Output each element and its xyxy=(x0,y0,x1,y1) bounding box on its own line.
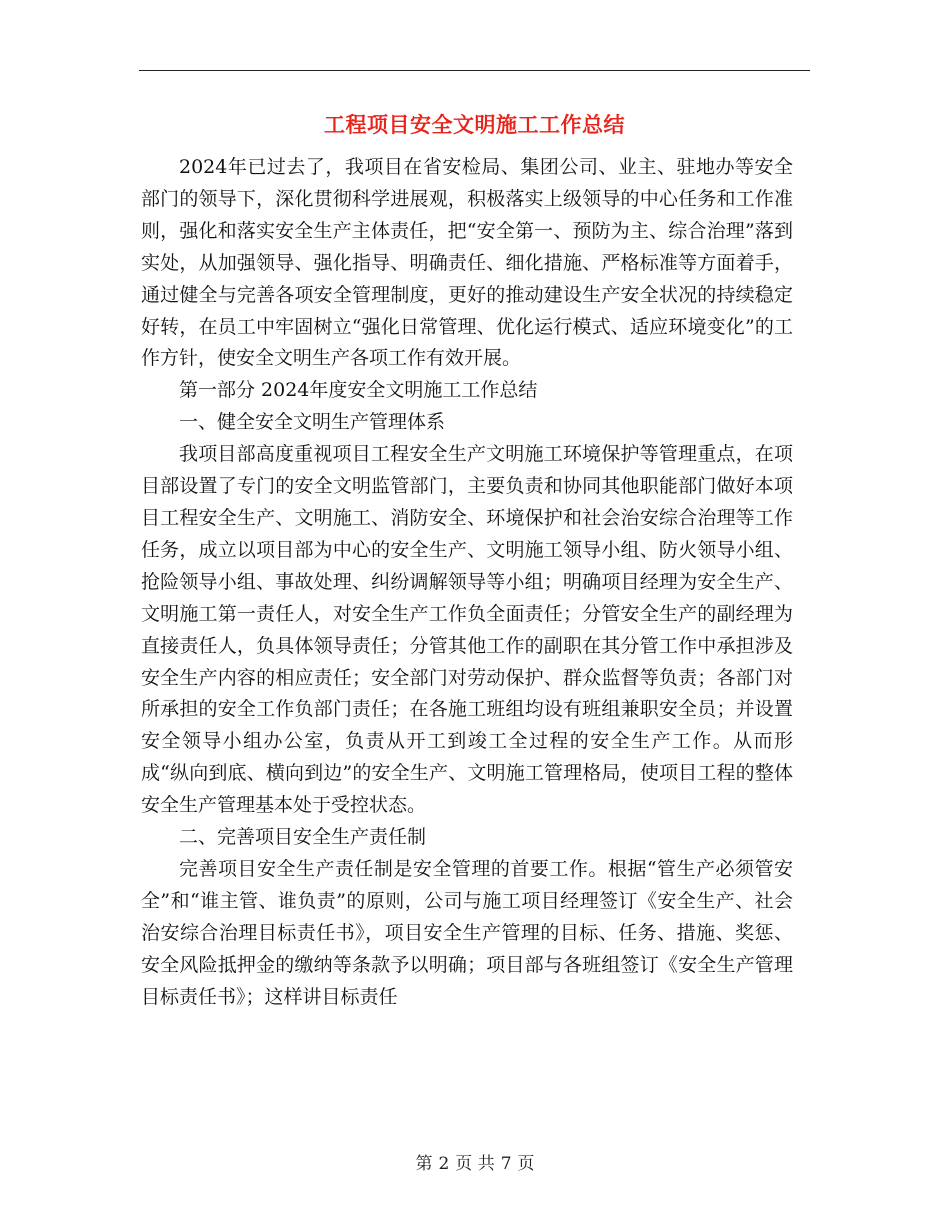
section-heading-part-one: 第一部分 2024年度安全文明施工工作总结 xyxy=(179,379,538,402)
total-page-number: 7 xyxy=(500,1154,512,1174)
page-footer xyxy=(0,1152,950,1176)
current-page-number: 2 xyxy=(438,1154,450,1174)
footer-prefix: 第 xyxy=(415,1154,433,1174)
header-rule xyxy=(139,70,810,71)
document-body xyxy=(141,152,793,1013)
paragraph-intro: 2024年已过去了，我项目在省安检局、集团公司、业主、驻地办等安全部门的领导下，深化贯彻科学进展观，积极落实上级领导的中心任务和工作准则，强化和落实安全生产主体责任，把“安全第一、预防为主、综合治理”落到实处，从加强领导、强化指导、明确责任、细化措施、严格标准等方面着手，通过健全与完善各项安全管理制度，更好的推动建设生产安全状况的持续稳定好转，在员工中牢固树立“强化日常管理、优化运行模式、适应环境变化”的工作方针，使安全文明生产各项工作有效开展。 xyxy=(141,156,793,370)
section-heading-2: 二、完善项目安全生产责任制 xyxy=(179,826,427,849)
paragraph-responsibility: 完善项目安全生产责任制是安全管理的首要工作。根据“管生产必须管安全”和“谁主管、谁负责”的原则，公司与施工项目经理签订《安全生产、社会治安综合治理目标责任书》，项目安全生产管理的目标、任务、措施、奖惩、安全风险抵押金的缴纳等条款予以明确；项目部与各班组签订《安全生产管理目标责任书》；这样讲目标责任 xyxy=(141,857,793,1008)
footer-suffix: 页 xyxy=(517,1154,535,1174)
document-title: 工程项目安全文明施工工作总结 xyxy=(324,112,625,137)
section-heading-1: 一、健全安全文明生产管理体系 xyxy=(179,411,446,434)
paragraph-management-system: 我项目部高度重视项目工程安全生产文明施工环境保护等管理重点，在项目部设置了专门的安全文明监管部门，主要负责和协同其他职能部门做好本项目工程安全生产、文明施工、消防安全、环境保护和社会治安综合治理等工作任务，成立以项目部为中心的安全生产、文明施工领导小组、防火领导小组、抢险领导小组、事故处理、纠纷调解领导等小组；明确项目经理为安全生产、文明施工第一责任人，对安全生产工作负全面责任；分管安全生产的副经理为直接责任人，负具体领导责任；分管其他工作的副职在其分管工作中承担涉及安全生产内容的相应责任；安全部门对劳动保护、群众监督等负责；各部门对所承担的安全工作负部门责任；在各施工班组均设有班组兼职安全员；并设置安全领导小组办公室，负责从开工到竣工全过程的安全生产工作。从而形成“纵向到底、横向到边”的安全生产、文明施工管理格局，使项目工程的整体安全生产管理基本处于受控状态。 xyxy=(141,443,793,817)
footer-middle: 页 共 xyxy=(455,1154,495,1174)
